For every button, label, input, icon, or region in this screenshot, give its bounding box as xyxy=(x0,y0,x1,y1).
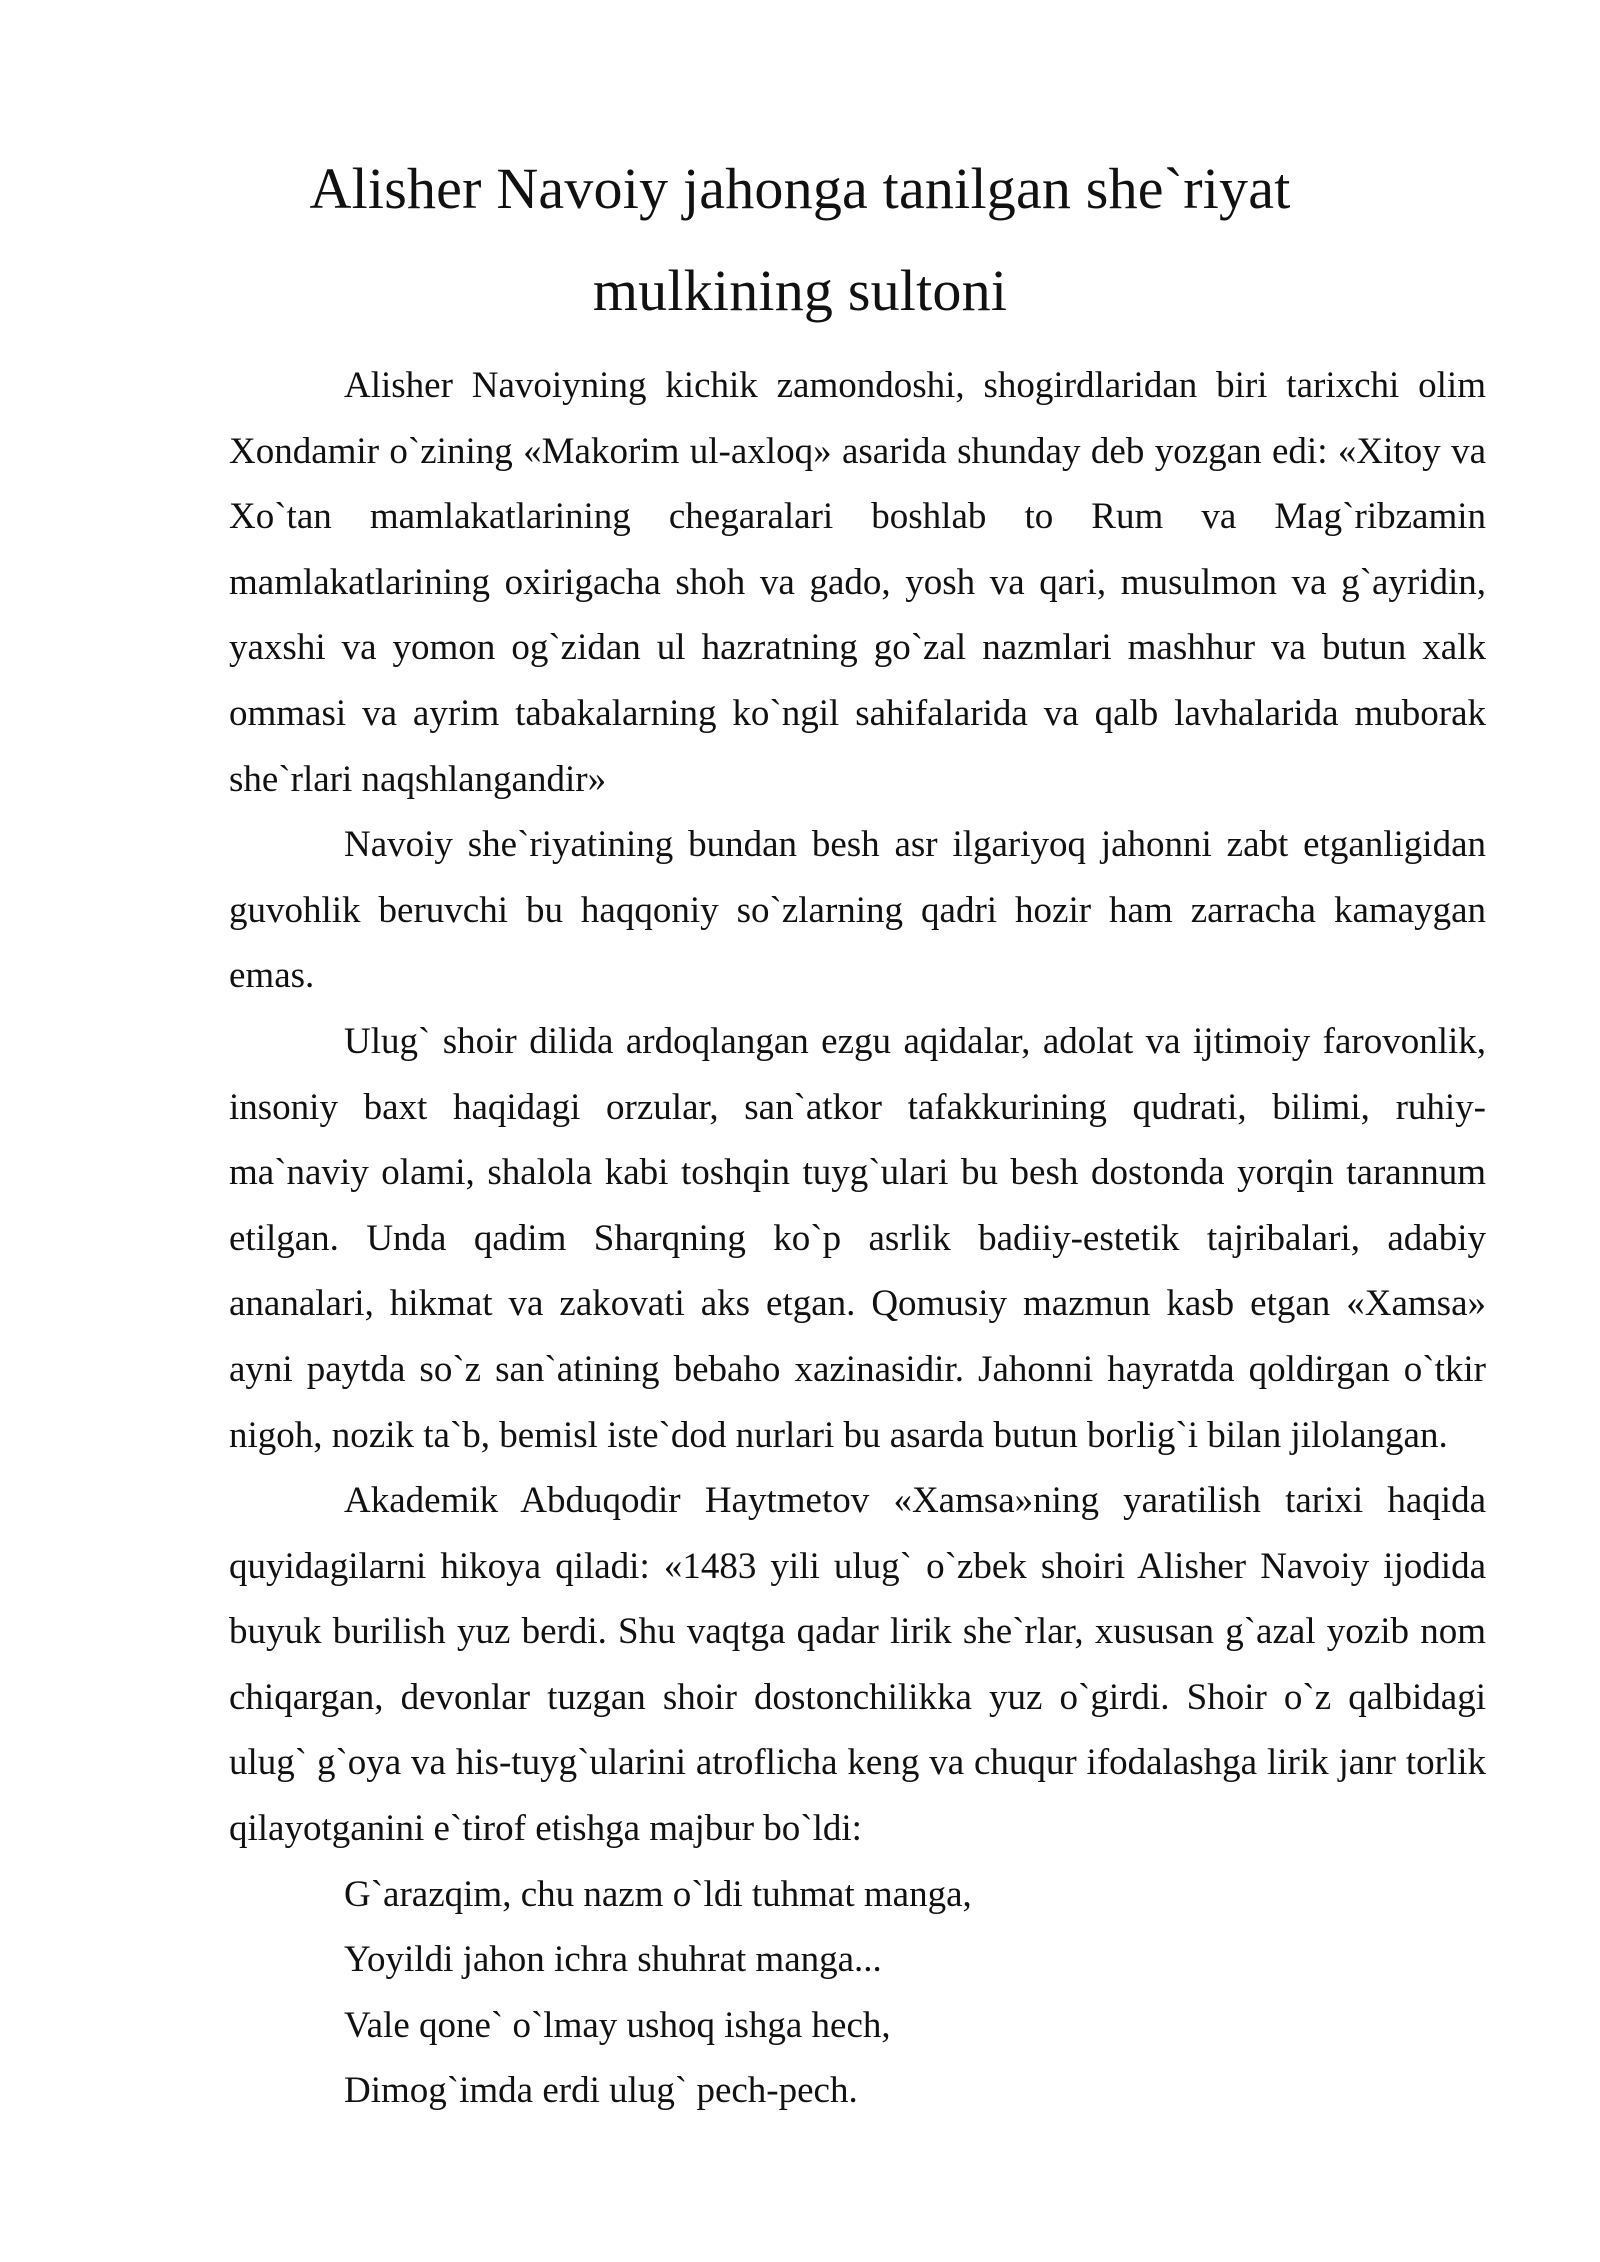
verse-line: G`arazqim, chu nazm o`ldi tuhmat manga, xyxy=(344,1873,972,1915)
page-title-line-2: mulkining sultoni xyxy=(592,258,1008,323)
paragraph: Ulug` shoir dilida ardoqlangan ezgu aqidalar, adolat va ijtimoiy farovonlik, insoniy baxt haqidagi orzular, san`atkor tafakkurining qudrati, bilimi, ruhiy-ma`naviy olami, shalola kabi toshqin tuyg`ulari bu besh dostonda yorqin tarannum etilgan. Unda qadim Sharqning ko`p asrlik badiiy-estetik tajribalari, adabiy ananalari, hikmat va zakovati aks etgan. Qomusiy mazmun kasb etgan «Xamsa» ayni paytda so`z san`atining bebaho xazinasidir. Jahonni hayratda qoldirgan o`tkir nigoh, nozik ta`b, bemisl iste`dod nurlari bu asarda butun borlig`i bilan jilolangan. xyxy=(229,1020,1486,1456)
verse-line: Vale qone` o`lmay ushoq ishga hech, xyxy=(344,2004,891,2046)
page-title-line-1: Alisher Navoiy jahonga tanilgan she`riyat xyxy=(309,156,1291,221)
verse-line: Dimog`imda erdi ulug` pech-pech. xyxy=(344,2070,858,2112)
document-body xyxy=(229,353,1486,2124)
paragraph: Navoiy she`riyatining bundan besh asr ilgariyoq jahonni zabt etganligidan guvohlik beruvchi bu haqqoniy so`zlarning qadri hozir ham zarracha kamaygan emas. xyxy=(229,824,1486,997)
paragraph: Akademik Abduqodir Haytmetov «Xamsa»ning yaratilish tarixi haqida quyidagilarni hikoya qiladi: «1483 yili ulug` o`zbek shoiri Alisher Navoiy ijodida buyuk burilish yuz berdi. Shu vaqtga qadar lirik she`rlar, xususan g`azal yozib nom chiqargan, devonlar tuzgan shoir dostonchilikka yuz o`girdi. Shoir o`z qalbidagi ulug` g`oya va his-tuyg`ularini atroflicha keng va chuqur ifodalashga lirik janr torlik qilayotganini e`tirof etishga majbur bo`ldi: xyxy=(229,1480,1486,1850)
paragraph: Alisher Navoiyning kichik zamondoshi, shogirdlaridan biri tarixchi olim Xondamir o`zining «Makorim ul-axloq» asarida shunday deb yozgan edi: «Xitoy va Xo`tan mamlakatlarining chegaralari boshlab to Rum va Mag`ribzamin mamlakatlarining oxirigacha shoh va gado, yosh va qari, musulmon va g`ayridin, yaxshi va yomon og`zidan ul hazratning go`zal nazmlari mashhur va butun xalk ommasi va ayrim tabakalarning ko`ngil sahifalarida va qalb lavhalarida muborak she`rlari naqshlangandir» xyxy=(229,365,1486,800)
verse-line: Yoyildi jahon ichra shuhrat manga... xyxy=(344,1939,882,1981)
